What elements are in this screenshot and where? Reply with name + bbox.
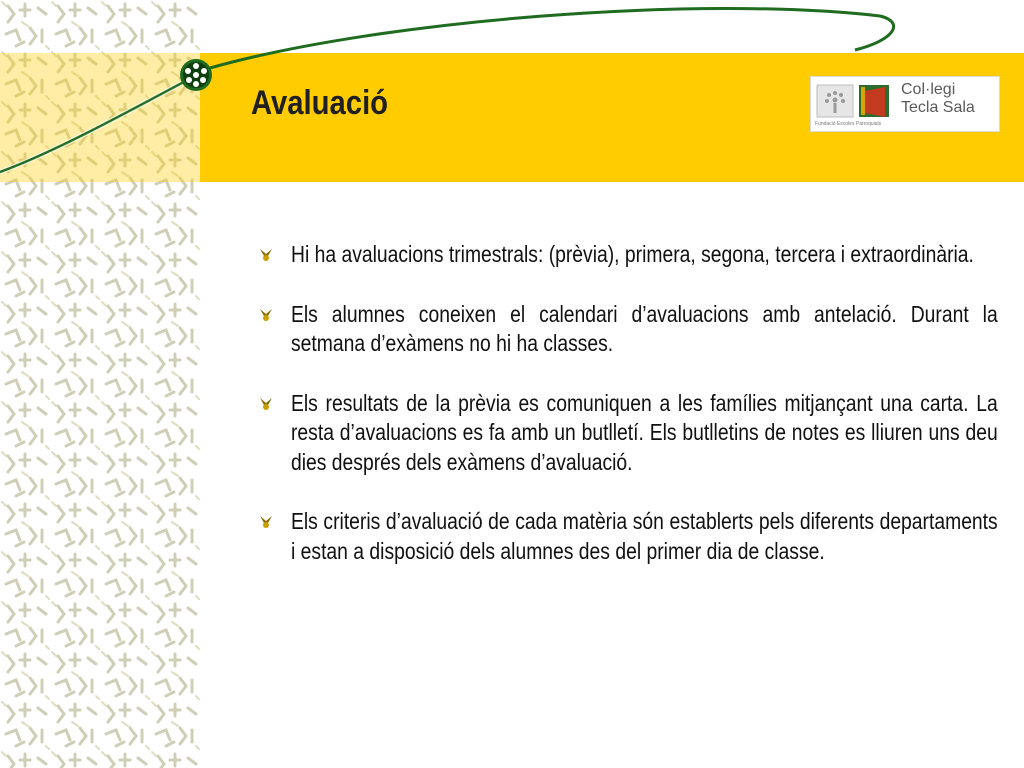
bullet-text: Hi ha avaluacions trimestrals: (prèvia), primera, segona, tercera i extraordinària. (291, 241, 974, 267)
header-band-left (0, 53, 200, 182)
list-item (258, 240, 998, 270)
bullet-list (258, 240, 998, 596)
logo-subtitle: Fundació Escoles Parroquials (815, 121, 882, 127)
bullet-icon (258, 396, 274, 412)
logo-line-2: Tecla Sala (901, 99, 975, 116)
school-logo (810, 76, 1000, 132)
bullet-text: Els alumnes coneixen el calendari d’avaluacions amb antelació. Durant la setmana d’exàmens no hi ha classes. (291, 300, 998, 356)
bullet-icon (258, 307, 274, 323)
list-item (258, 389, 998, 478)
bullet-icon (258, 514, 274, 530)
bullet-icon (258, 247, 274, 263)
bullet-text: Els criteris d’avaluació de cada matèria són establerts pels diferents departaments i estan a disposició dels alumnes des del primer dia de classe. (291, 508, 998, 564)
logo-emblem-icon (815, 81, 899, 123)
list-item (258, 507, 998, 566)
bullet-text: Els resultats de la prèvia es comuniquen a les famílies mitjançant una carta. La resta d’avaluacions es fa amb un butlletí. Els butlletins de notes es lliuren uns deu dies després dels exàmens d’avaluació. (291, 389, 998, 475)
slide-title: Avaluació (251, 84, 389, 122)
logo-wordmark (901, 81, 975, 117)
list-item (258, 300, 998, 359)
logo-line-1: Col·legi (901, 81, 956, 98)
